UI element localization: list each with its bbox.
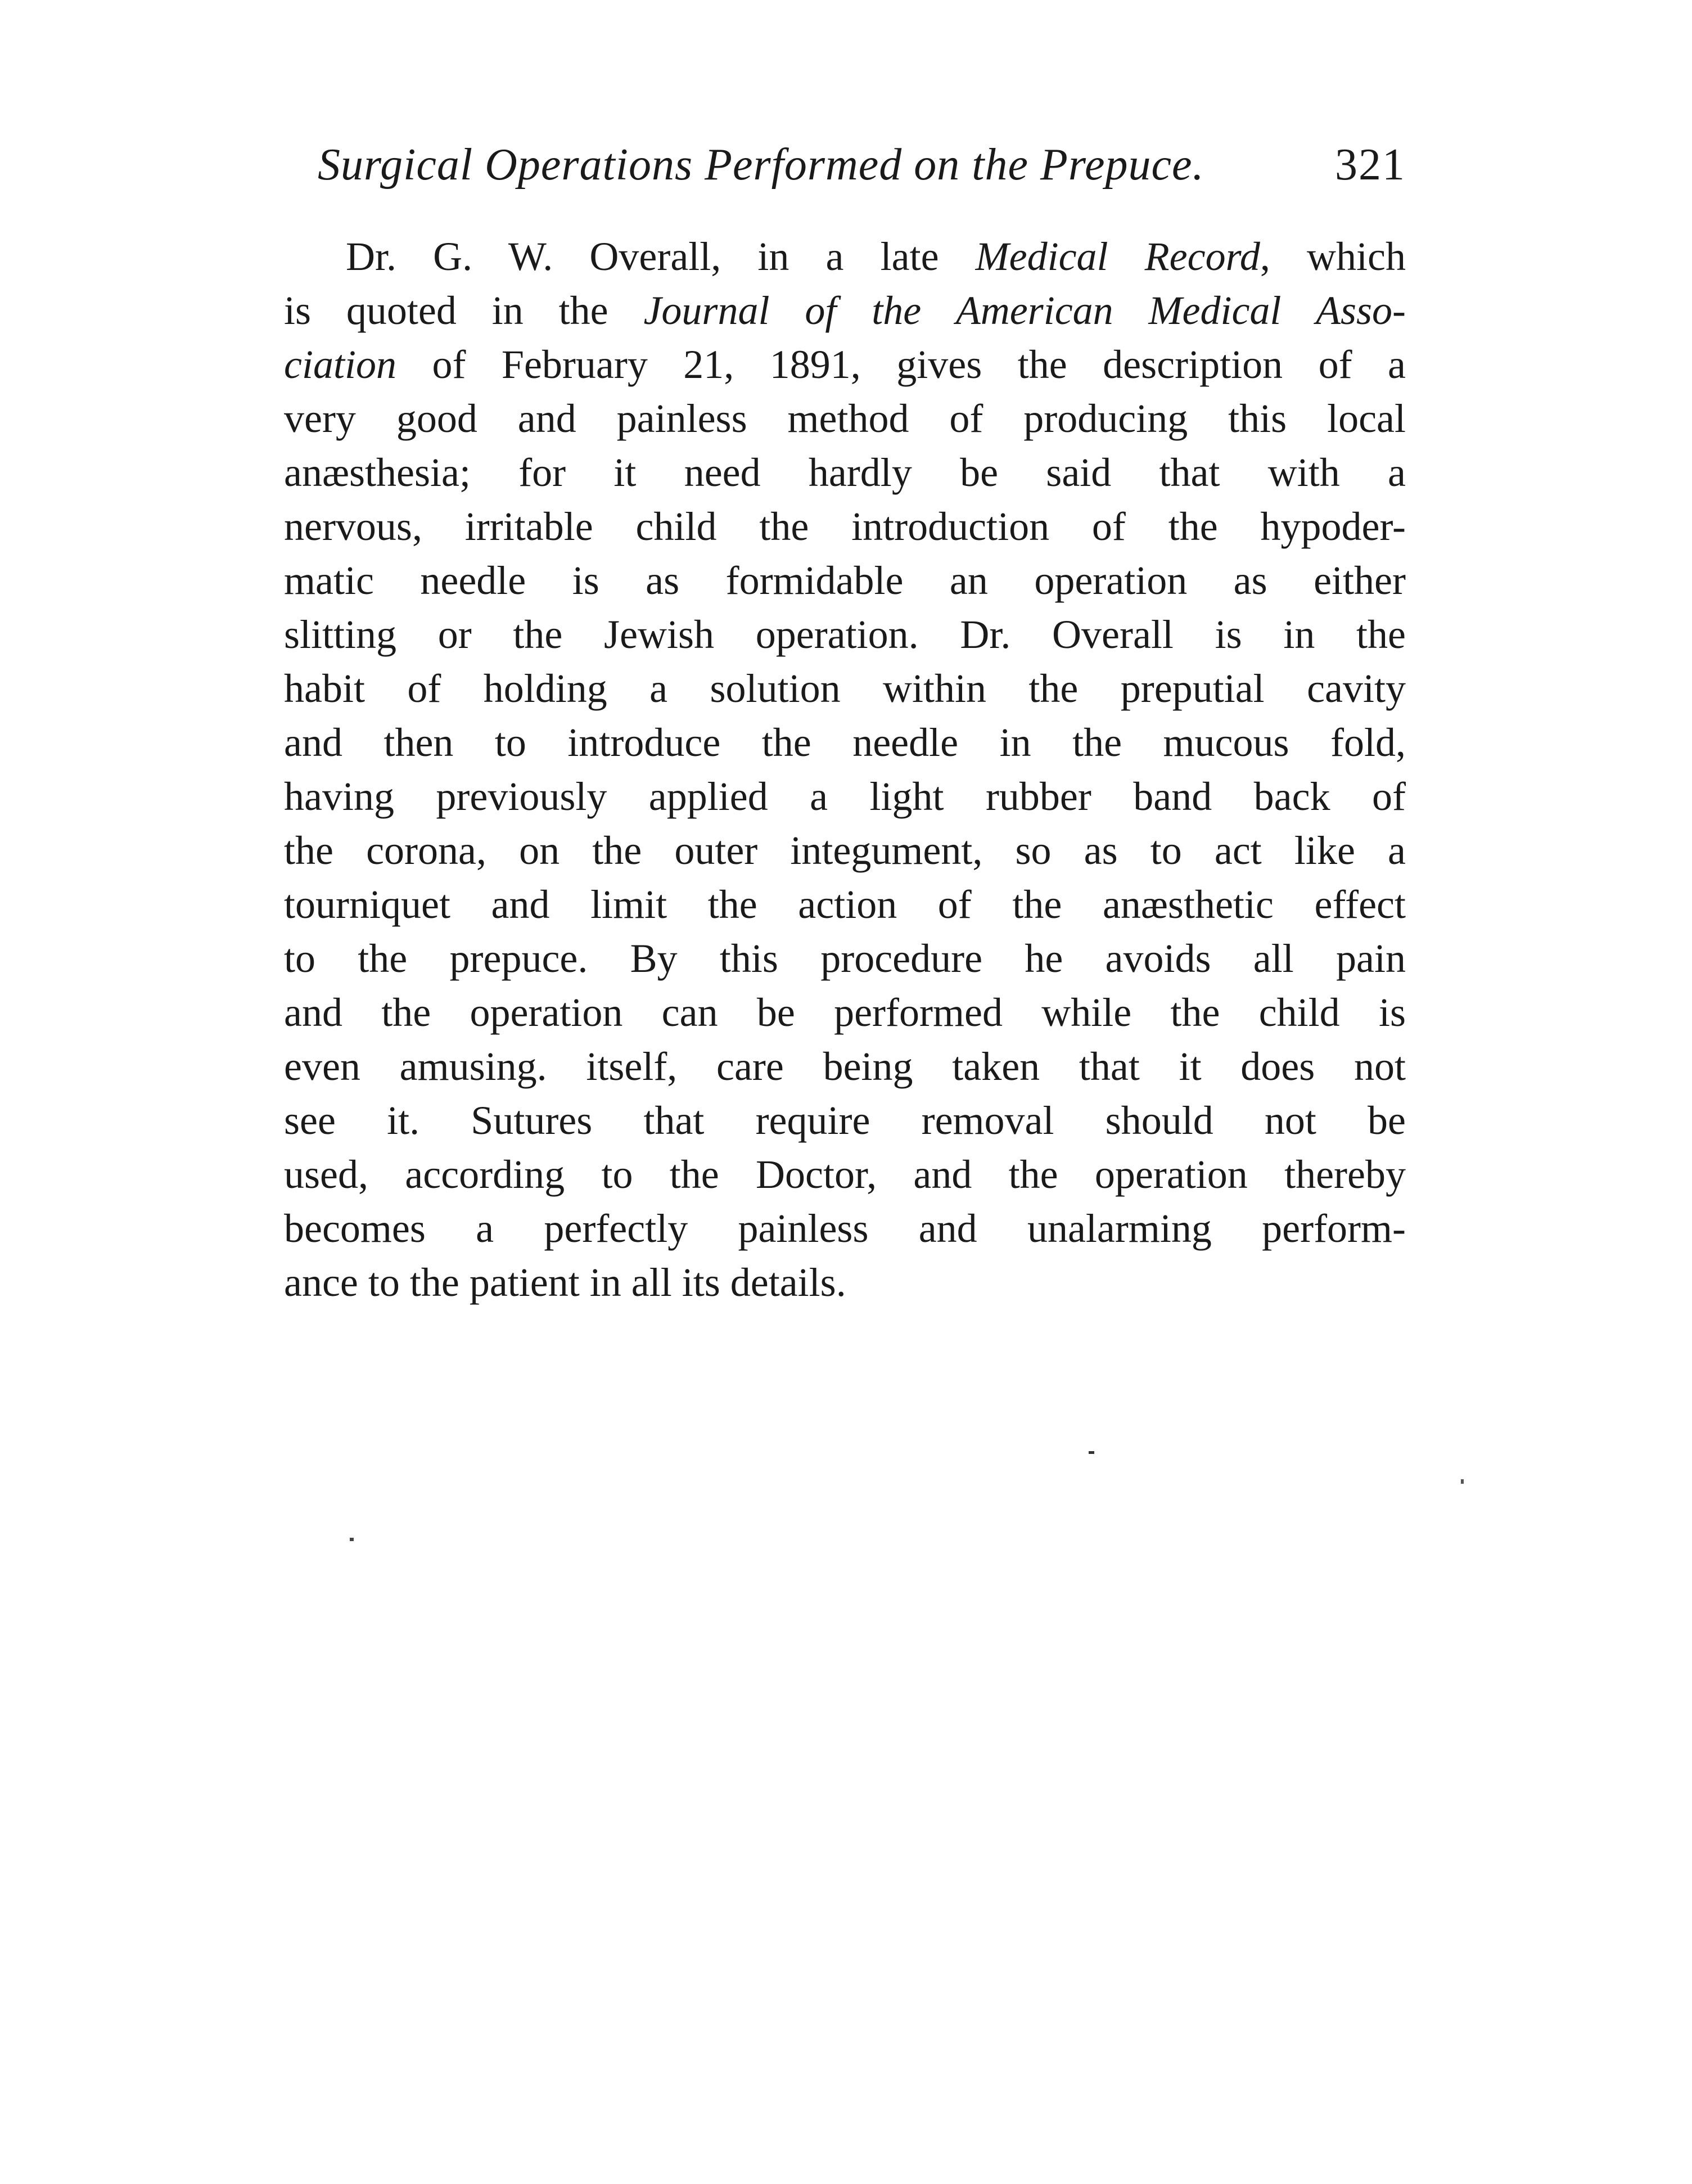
- text-line: habit of holding a solution within the preputial cavity: [284, 666, 1406, 711]
- text-line: to the prepuce. By this procedure he avoids all pain: [284, 936, 1406, 981]
- scan-speck: [1089, 1451, 1094, 1454]
- scan-speck: [350, 1538, 354, 1541]
- text-line: used, according to the Doctor, and the operation thereby: [284, 1152, 1406, 1197]
- text-line: very good and painless method of producing this local: [284, 396, 1406, 441]
- body-paragraph: [284, 229, 1406, 1309]
- running-header: [318, 139, 1406, 207]
- text-line: having previously applied a light rubber band back of: [284, 774, 1406, 819]
- text-line: even amusing. itself, care being taken that it does not: [284, 1044, 1406, 1089]
- text-line: ance to the patient in all its details.: [284, 1260, 846, 1305]
- page-number: 321: [1335, 140, 1406, 190]
- text-line: and the operation can be performed while the child is: [284, 990, 1406, 1035]
- text-line: and then to introduce the needle in the mucous fold,: [284, 720, 1406, 765]
- text-line: ciation of February 21, 1891, gives the description of a: [284, 342, 1406, 387]
- text-line: slitting or the Jewish operation. Dr. Overall is in the: [284, 612, 1406, 657]
- text-line: is quoted in the Journal of the American Medical Asso-: [284, 288, 1406, 333]
- text-line: Dr. G. W. Overall, in a late Medical Record, which: [346, 234, 1406, 279]
- text-line: tourniquet and limit the action of the anæsthetic effect: [284, 882, 1406, 927]
- text-line: anæsthesia; for it need hardly be said that with a: [284, 450, 1406, 495]
- text-line: nervous, irritable child the introduction of the hypoder-: [284, 504, 1406, 549]
- running-title: Surgical Operations Performed on the Prepuce.: [318, 140, 1204, 190]
- scan-speck: [1461, 1479, 1464, 1484]
- text-line: see it. Sutures that require removal should not be: [284, 1098, 1406, 1143]
- text-line: the corona, on the outer integument, so as to act like a: [284, 828, 1406, 873]
- text-line: becomes a perfectly painless and unalarming perform-: [284, 1206, 1406, 1251]
- text-line: matic needle is as formidable an operation as either: [284, 558, 1406, 603]
